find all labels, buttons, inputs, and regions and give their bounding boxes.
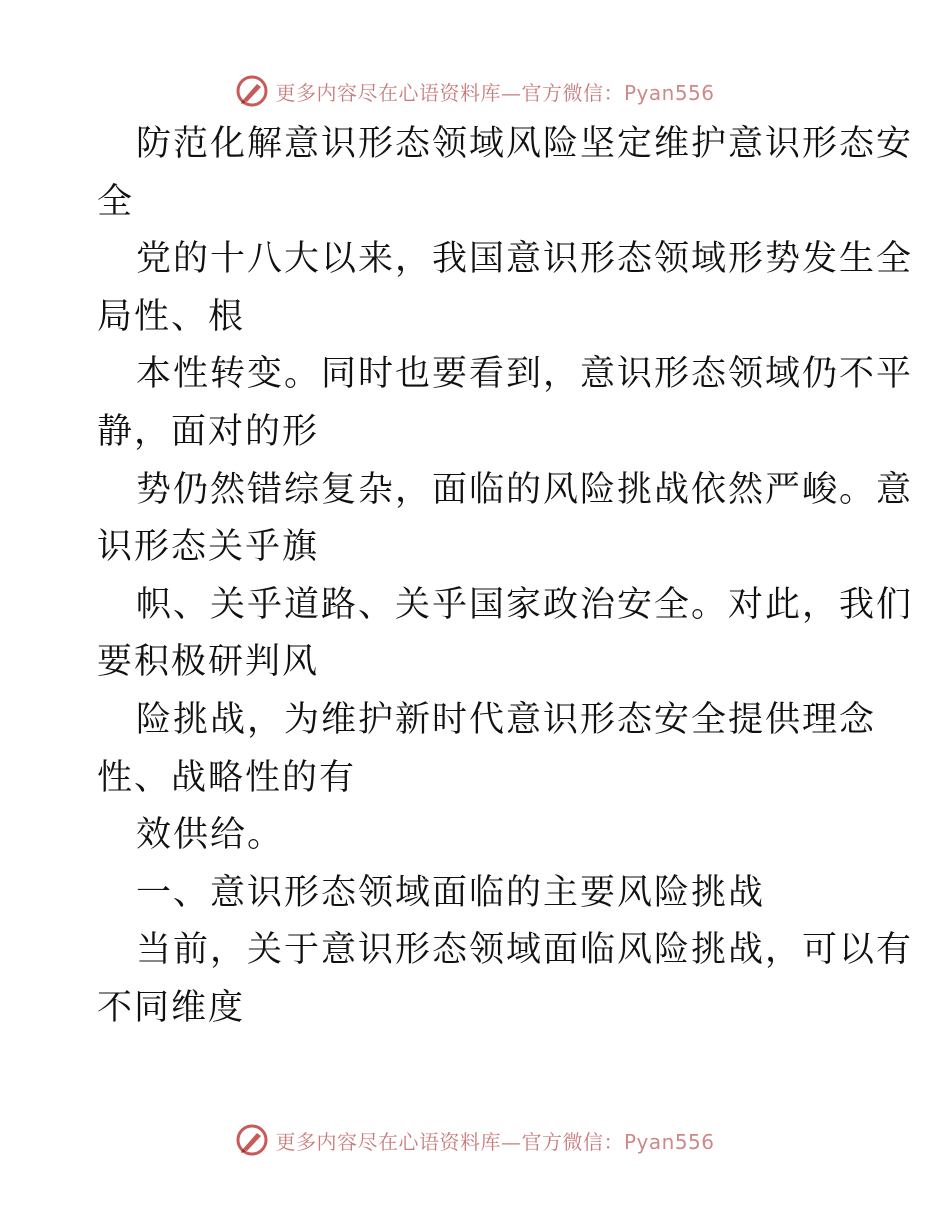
text-line: 要积极研判风 bbox=[97, 642, 320, 683]
text-line: 效供给。 bbox=[136, 815, 285, 856]
text-line: 党的十八大以来，我国意识形态领域形势发生全 bbox=[136, 239, 914, 280]
text-line: 一、意识形态领域面临的主要风险挑战 bbox=[136, 872, 766, 913]
text-line: 识形态关乎旗 bbox=[97, 527, 320, 568]
watermark-id: Pyan556 bbox=[623, 80, 715, 105]
text-line: 本性转变。同时也要看到，意识形态领域仍不平 bbox=[136, 354, 914, 395]
text-line: 局性、根 bbox=[97, 296, 246, 337]
text-line: 帜、关乎道路、关乎国家政治安全。对此，我们 bbox=[136, 584, 914, 625]
text-line: 当前，关于意识形态领域面临风险挑战，可以有 bbox=[136, 930, 914, 971]
text-line: 性、战略性的有 bbox=[97, 757, 357, 798]
watermark-text: 更多内容尽在心语资料库—官方微信：Pyan556 bbox=[275, 80, 715, 105]
text-line: 全 bbox=[97, 181, 135, 222]
watermark-id: Pyan556 bbox=[623, 1129, 715, 1154]
text-line: 防范化解意识形态领域风险坚定维护意识形态安 bbox=[136, 124, 914, 164]
text-line: 势仍然错综复杂，面临的风险挑战依然严峻。意 bbox=[136, 469, 914, 510]
footer-watermark bbox=[0, 1120, 950, 1160]
text-line: 不同维度 bbox=[97, 987, 246, 1028]
watermark-text: 更多内容尽在心语资料库—官方微信：Pyan556 bbox=[275, 1129, 715, 1154]
pen-logo-icon bbox=[235, 74, 269, 108]
header-watermark bbox=[0, 71, 950, 111]
document-body bbox=[97, 116, 914, 1038]
text-line: 险挑战，为维护新时代意识形态安全提供理念 bbox=[136, 699, 877, 740]
text-line: 静，面对的形 bbox=[97, 411, 320, 452]
pen-logo-icon bbox=[235, 1123, 269, 1157]
